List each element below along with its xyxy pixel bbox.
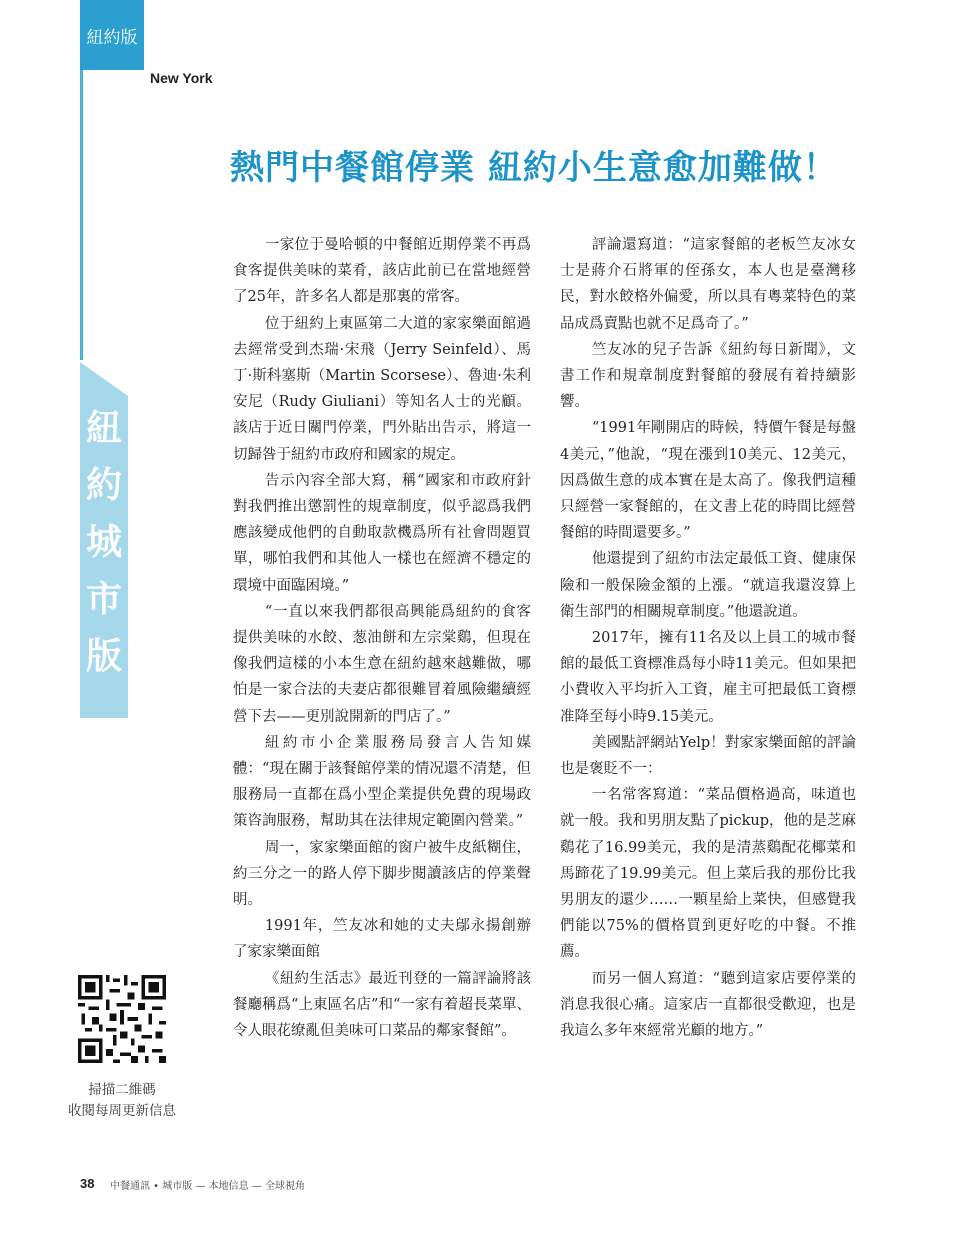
article-left-column bbox=[233, 232, 531, 1044]
paragraph: “一直以來我們都很高興能爲紐約的食客提供美味的水餃、葱油餅和左宗棠鷄，但現在像我們這樣的小本生意在紐約越來越難做，哪怕是一家合法的夫妻店都很難冒着風險繼續經營下去——更別說開新的門店了。” bbox=[233, 603, 531, 725]
section-english-label: New York bbox=[150, 70, 213, 86]
paragraph: 竺友冰的兒子告訴《紐約每日新聞》，文書工作和規章制度對餐館的發展有着持續影響。 bbox=[560, 341, 856, 411]
paragraph: 告示內容全部大寫，稱“國家和市政府針對我們推出懲罰性的規章制度，似乎認爲我們應該變成他們的自動取款機爲所有社會問題買單，哪怕我們和其他人一樣也在經濟不穩定的環境中面臨困境。” bbox=[233, 472, 531, 594]
paragraph: 紐約市小企業服務局發言人告知媒體：“現在關于該餐館停業的情况還不清楚，但服務局一直都在爲小型企業提供免費的現場政策咨詢服務，幫助其在法律規定範圍內營業。” bbox=[233, 734, 531, 830]
paragraph: 一名常客寫道：“菜品價格過高，味道也就一般。我和男朋友點了pickup，他的是芝麻鷄花了16.99美元，我的是清蒸鷄配花椰菜和馬蹄花了19.99美元。但上菜后我的那份比我男朋友的還少……一顆星給上菜快，但感覺我們能以75%的價格買到更好吃的中餐。不推薦。 bbox=[560, 787, 856, 961]
paragraph: “1991年剛開店的時候，特價午餐是每盤4美元，”他說，“現在漲到10美元、12美元，因爲做生意的成本實在是太高了。像我們這種只經營一家餐館的，在文書上花的時間比經營餐館的時間還要多。” bbox=[560, 420, 856, 542]
article-headline: 熱門中餐館停業 紐約小生意愈加難做！ bbox=[230, 148, 838, 188]
paragraph: 1991年，竺友冰和她的丈夫鄔永揚創辦了家家樂面館 bbox=[233, 918, 531, 961]
accent-line bbox=[80, 70, 83, 360]
page-number: 38 bbox=[80, 1176, 95, 1191]
side-banner-text: 紐 約 城 市 版 bbox=[85, 408, 122, 677]
qr-caption-line: 掃描二維碼 bbox=[88, 1082, 156, 1098]
qr-code-icon[interactable] bbox=[78, 975, 166, 1063]
qr-caption-line: 收閱每周更新信息 bbox=[68, 1103, 176, 1119]
footer-text: 中餐通訊 • 城市版 — 本地信息 — 全球視角 bbox=[110, 1181, 305, 1192]
article-right-column bbox=[560, 232, 856, 1044]
paragraph: 《紐約生活志》最近刊登的一篇評論將該餐廳稱爲“上東區名店”和“一家有着超長菜單、令人眼花缭亂但美味可口菜品的鄰家餐館”。 bbox=[233, 970, 531, 1040]
paragraph: 美國點評網站Yelp！對家家樂面館的評論也是褒貶不一： bbox=[560, 734, 856, 778]
section-tab bbox=[80, 0, 144, 70]
paragraph: 而另一個人寫道：“聽到這家店要停業的消息我很心痛。這家店一直都很受歡迎，也是我這么多年來經常光顧的地方。” bbox=[560, 970, 856, 1040]
paragraph: 周一，家家樂面館的窗户被牛皮紙糊住，約三分之一的路人停下脚步閱讀該店的停業聲明。 bbox=[233, 839, 531, 909]
paragraph: 他還提到了紐約市法定最低工資、健康保險和一般保險金額的上漲。“就這我還沒算上衛生部門的相關規章制度。”他還說道。 bbox=[560, 551, 856, 620]
qr-caption bbox=[52, 1080, 192, 1122]
paragraph: 2017年，擁有11名及以上員工的城市餐館的最低工資標准爲每小時11美元。但如果把小費收入平均折入工資，雇主可把最低工資標准降至每小時9.15美元。 bbox=[560, 630, 856, 725]
paragraph: 一家位于曼哈頓的中餐館近期停業不再爲食客提供美味的菜肴，該店此前已在當地經營了25年，許多名人都是那裏的常客。 bbox=[233, 237, 531, 306]
paragraph: 評論還寫道：“這家餐館的老板竺友冰女士是蔣介石將軍的侄孫女，本人也是臺灣移民，對水餃格外偏愛，所以具有粵菜特色的菜品成爲賣點也就不足爲奇了。” bbox=[560, 237, 856, 332]
section-tab-label: 紐約版 bbox=[86, 27, 138, 48]
paragraph: 位于紐約上東區第二大道的家家樂面館過去經常受到杰瑞·宋飛（Jerry Seinfeld）、馬丁·斯科塞斯（Martin Scorsese）、魯迪·朱利安尼（Rudy Giuliani）等知名人士的光顧。該店于近日關門停業，門外貼出告示，將這一切歸咎于紐約市政府和國家的規定。 bbox=[233, 315, 531, 463]
